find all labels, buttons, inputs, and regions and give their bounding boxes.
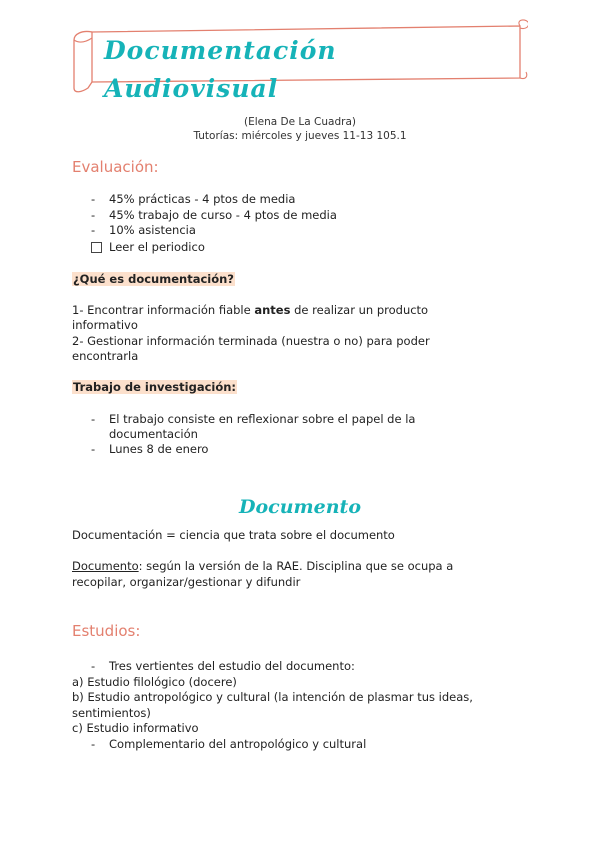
document-title-line2: Audiovisual	[104, 74, 279, 103]
evaluacion-heading: Evaluación:	[72, 158, 159, 176]
documentacion-definition: Documentación = ciencia que trata sobre el documento	[72, 528, 395, 542]
bullet-dash: -	[91, 192, 96, 206]
list-item: 45% prácticas - 4 ptos de media	[109, 192, 296, 206]
bullet-dash: -	[91, 208, 96, 222]
documento-description-cont: recopilar, organizar/gestionar y difundir	[72, 575, 301, 589]
estudio-b-cont: sentimientos)	[72, 706, 151, 720]
bullet-dash: -	[91, 442, 96, 456]
list-item: El trabajo consiste en reflexionar sobre el papel de la	[109, 412, 416, 426]
tutorias-line: Tutorías: miércoles y jueves 11-13 105.1	[193, 130, 407, 142]
bullet-dash: -	[91, 737, 96, 751]
definition-line-1-start: 1- Encontrar información fiable	[72, 303, 255, 317]
bullet-dash: -	[91, 223, 96, 237]
list-item-cont: documentación	[109, 427, 198, 441]
author-line: (Elena De La Cuadra)	[244, 116, 356, 128]
document-title-line1: Documentación	[104, 36, 337, 65]
bullet-dash: -	[91, 659, 96, 673]
documento-term: Documento	[72, 559, 139, 573]
todo-checkbox[interactable]	[91, 242, 102, 253]
estudio-a: a) Estudio filológico (docere)	[72, 675, 237, 689]
estudio-b: b) Estudio antropológico y cultural (la intención de plasmar tus ideas,	[72, 690, 473, 704]
bullet-dash: -	[91, 412, 96, 426]
estudio-c: c) Estudio informativo	[72, 721, 199, 735]
list-item: 10% asistencia	[109, 223, 196, 237]
que-es-heading: ¿Qué es documentación?	[73, 272, 234, 286]
checkbox-label: Leer el periodico	[109, 240, 205, 254]
definition-line-1	[72, 303, 428, 317]
documento-description: : según la versión de la RAE. Disciplina que se ocupa a	[138, 559, 454, 573]
documento-heading: Documento	[239, 496, 361, 518]
list-item: Complementario del antropológico y cultural	[109, 737, 367, 751]
list-item: 45% trabajo de curso - 4 ptos de media	[109, 208, 337, 222]
trabajo-heading: Trabajo de investigación:	[73, 380, 237, 394]
definition-line-2-cont: encontrarla	[72, 349, 139, 363]
list-item: Lunes 8 de enero	[109, 442, 209, 456]
definition-line-1-end: de realizar un producto	[290, 303, 429, 317]
documento-definition-line	[72, 559, 453, 573]
definition-line-2: 2- Gestionar información terminada (nuestra o no) para poder	[72, 334, 430, 348]
definition-line-1-cont: informativo	[72, 318, 138, 332]
list-item: Tres vertientes del estudio del documento:	[109, 659, 355, 673]
definition-bold-word: antes	[254, 303, 291, 317]
estudios-heading: Estudios:	[72, 622, 141, 640]
